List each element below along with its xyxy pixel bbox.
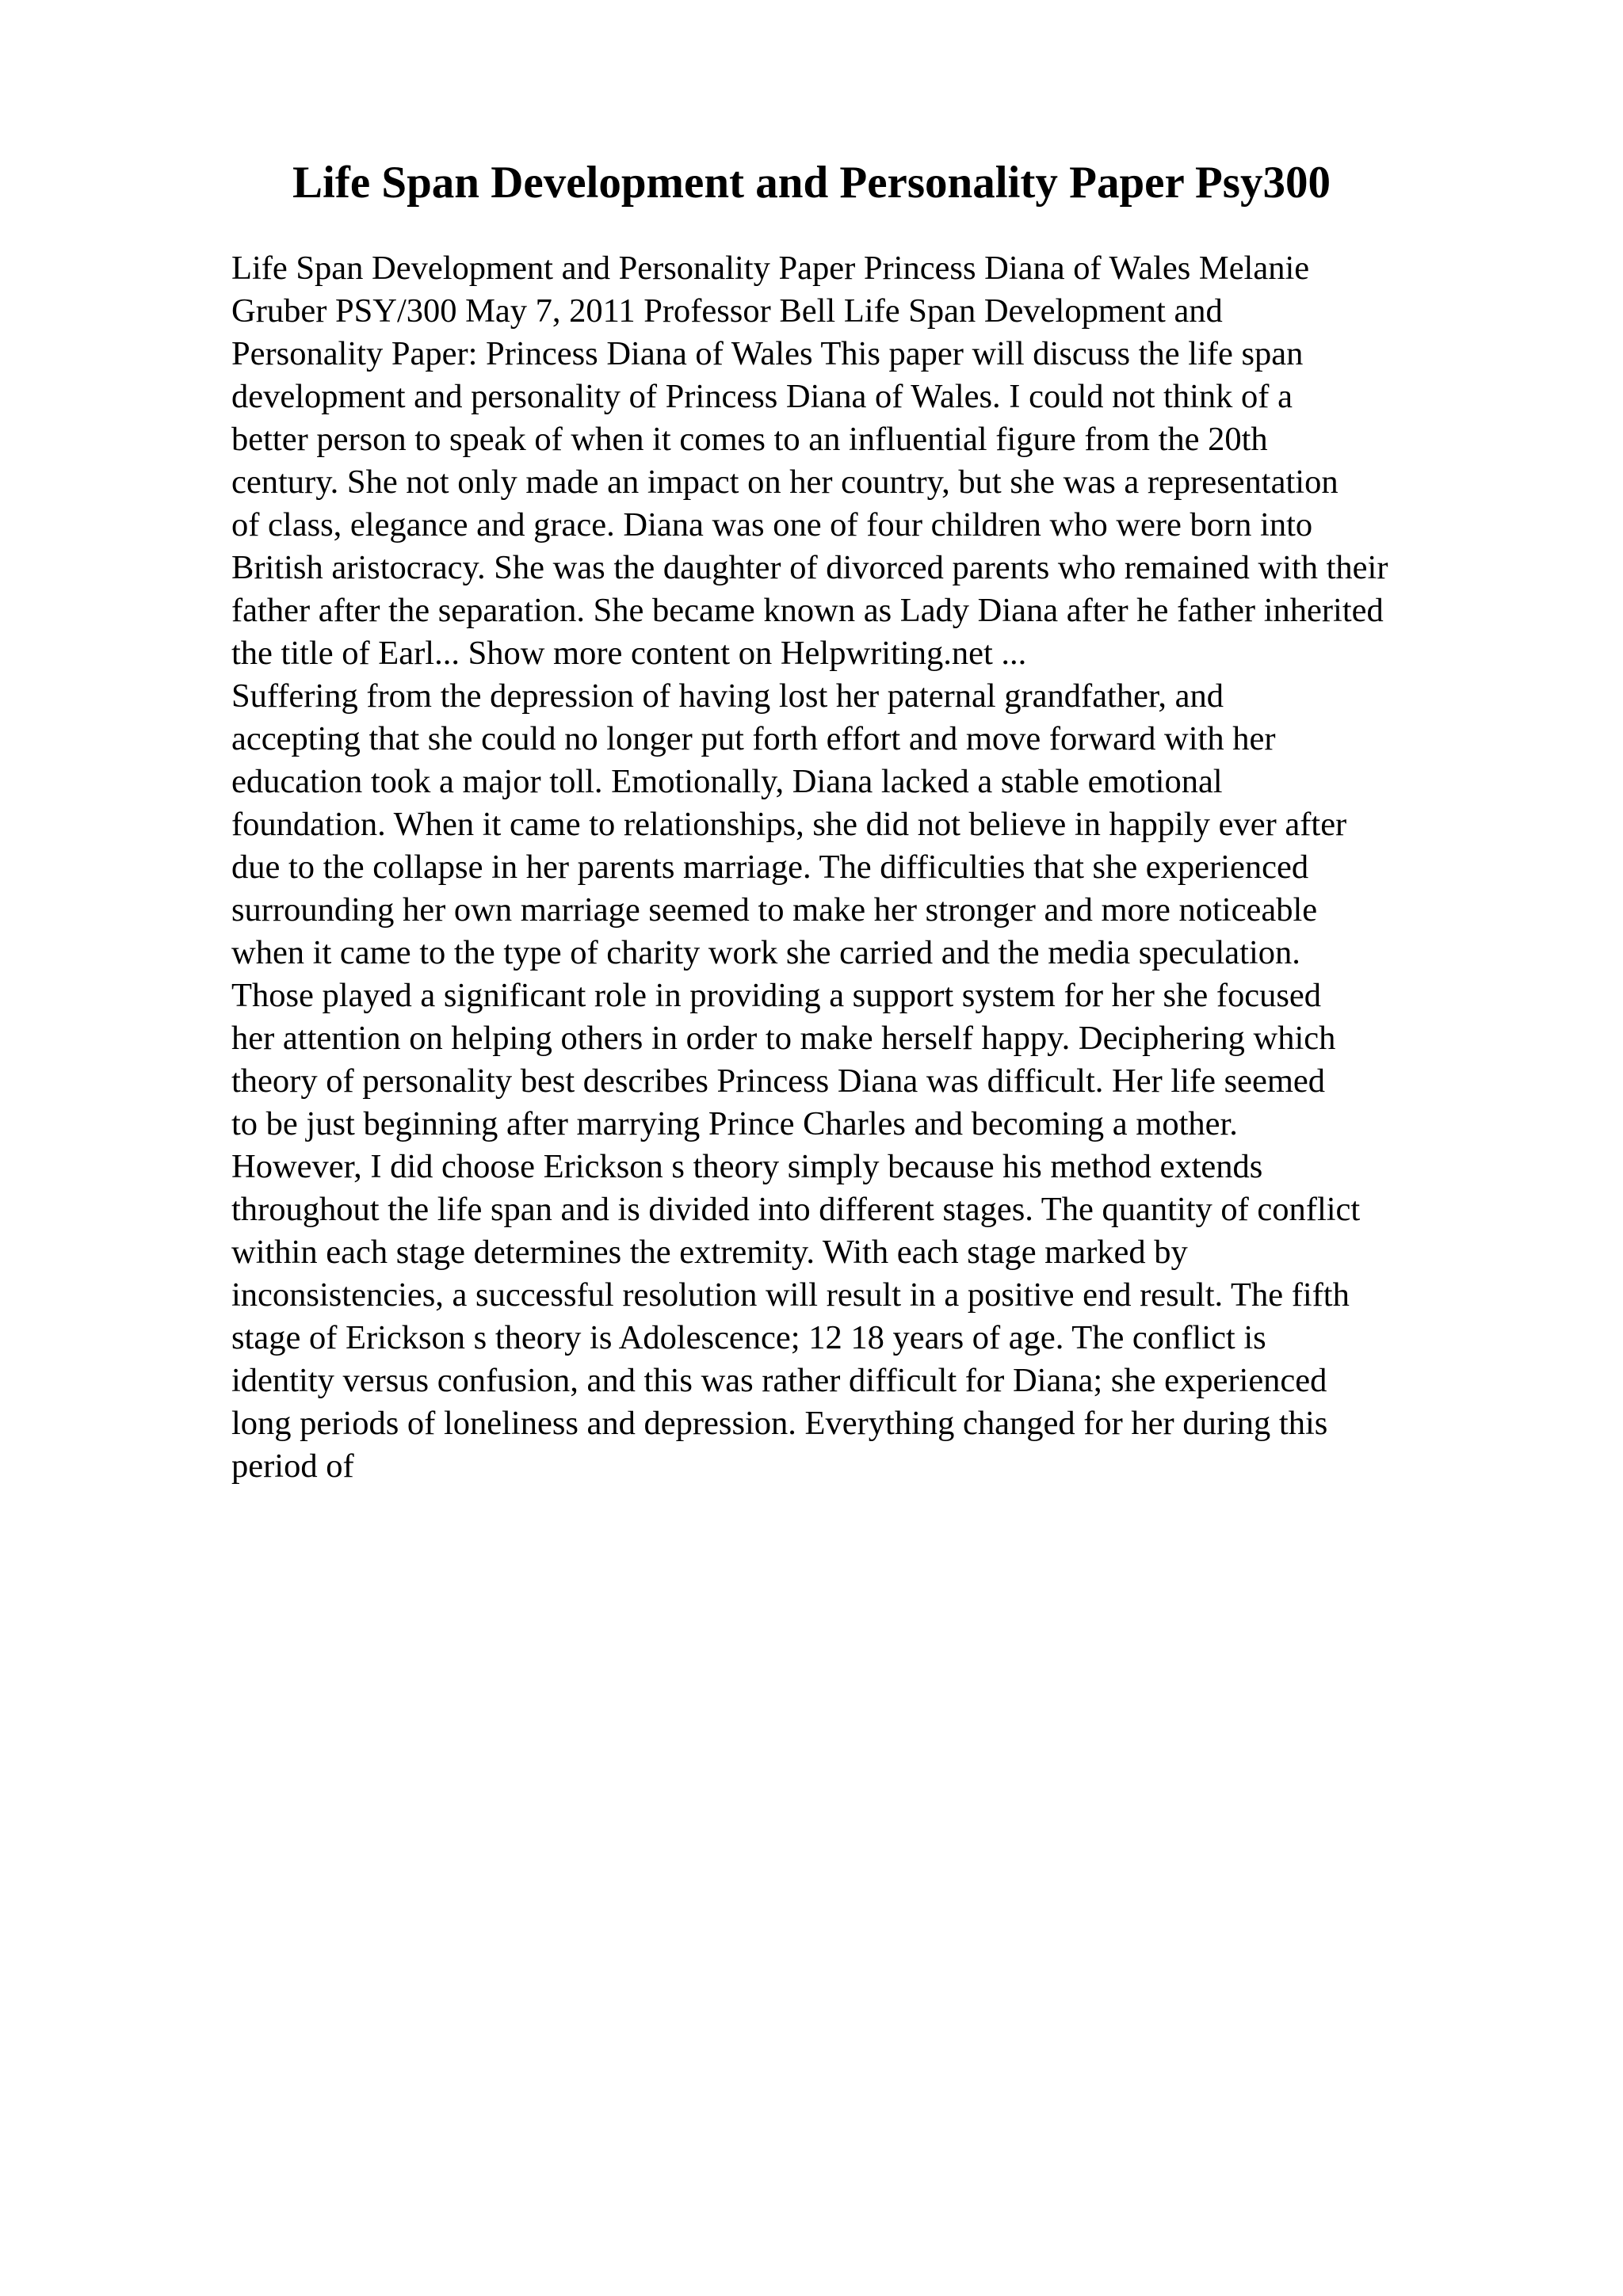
text-line: Those played a significant role in providing a support system for her she focused: [231, 977, 1322, 1014]
text-line: the title of Earl... Show more content on Helpwriting.net ...: [231, 635, 1027, 672]
text-line: Gruber PSY/300 May 7, 2011 Professor Bell Life Span Development and: [231, 292, 1223, 330]
text-line: to be just beginning after marrying Prince Charles and becoming a mother.: [231, 1105, 1238, 1142]
paragraph-main: [231, 675, 1539, 1488]
document-body: [231, 247, 1539, 1488]
text-line: within each stage determines the extremity. With each stage marked by: [231, 1234, 1188, 1271]
text-line: surrounding her own marriage seemed to make her stronger and more noticeable: [231, 891, 1318, 929]
text-line: development and personality of Princess Diana of Wales. I could not think of a: [231, 378, 1293, 415]
text-line: Suffering from the depression of having lost her paternal grandfather, and: [231, 677, 1224, 715]
text-line: Life Span Development and Personality Paper Princess Diana of Wales Melanie: [231, 250, 1310, 287]
text-line: accepting that she could no longer put forth effort and move forward with her: [231, 720, 1276, 757]
text-line: British aristocracy. She was the daughter of divorced parents who remained with their: [231, 549, 1388, 586]
text-line: throughout the life span and is divided into different stages. The quantity of conflict: [231, 1191, 1361, 1228]
text-line: education took a major toll. Emotionally, Diana lacked a stable emotional: [231, 763, 1223, 800]
text-line: stage of Erickson s theory is Adolescence; 12 18 years of age. The conflict is: [231, 1319, 1266, 1356]
text-line: long periods of loneliness and depression. Everything changed for her during this: [231, 1405, 1328, 1442]
text-line: her attention on helping others in order to make herself happy. Deciphering which: [231, 1020, 1336, 1057]
text-line: However, I did choose Erickson s theory simply because his method extends: [231, 1148, 1263, 1185]
text-line: due to the collapse in her parents marriage. The difficulties that she experienced: [231, 849, 1309, 886]
paragraph-intro: [231, 247, 1539, 675]
text-line: Personality Paper: Princess Diana of Wales This paper will discuss the life span: [231, 335, 1304, 372]
text-line: inconsistencies, a successful resolution will result in a positive end result. The fifth: [231, 1276, 1350, 1314]
text-line: century. She not only made an impact on her country, but she was a representation: [231, 463, 1338, 501]
text-line: when it came to the type of charity work she carried and the media speculation.: [231, 934, 1300, 971]
document-title: Life Span Development and Personality Paper Psy300: [292, 158, 1331, 208]
text-line: period of: [231, 1447, 354, 1485]
text-line: of class, elegance and grace. Diana was one of four children who were born into: [231, 506, 1313, 543]
text-line: identity versus confusion, and this was rather difficult for Diana; she experienced: [231, 1362, 1327, 1399]
text-line: father after the separation. She became known as Lady Diana after he father inherited: [231, 592, 1384, 629]
text-line: better person to speak of when it comes to an influential figure from the 20th: [231, 421, 1268, 458]
text-line: theory of personality best describes Princess Diana was difficult. Her life seemed: [231, 1062, 1326, 1100]
text-line: foundation. When it came to relationships, she did not believe in happily ever after: [231, 806, 1347, 843]
